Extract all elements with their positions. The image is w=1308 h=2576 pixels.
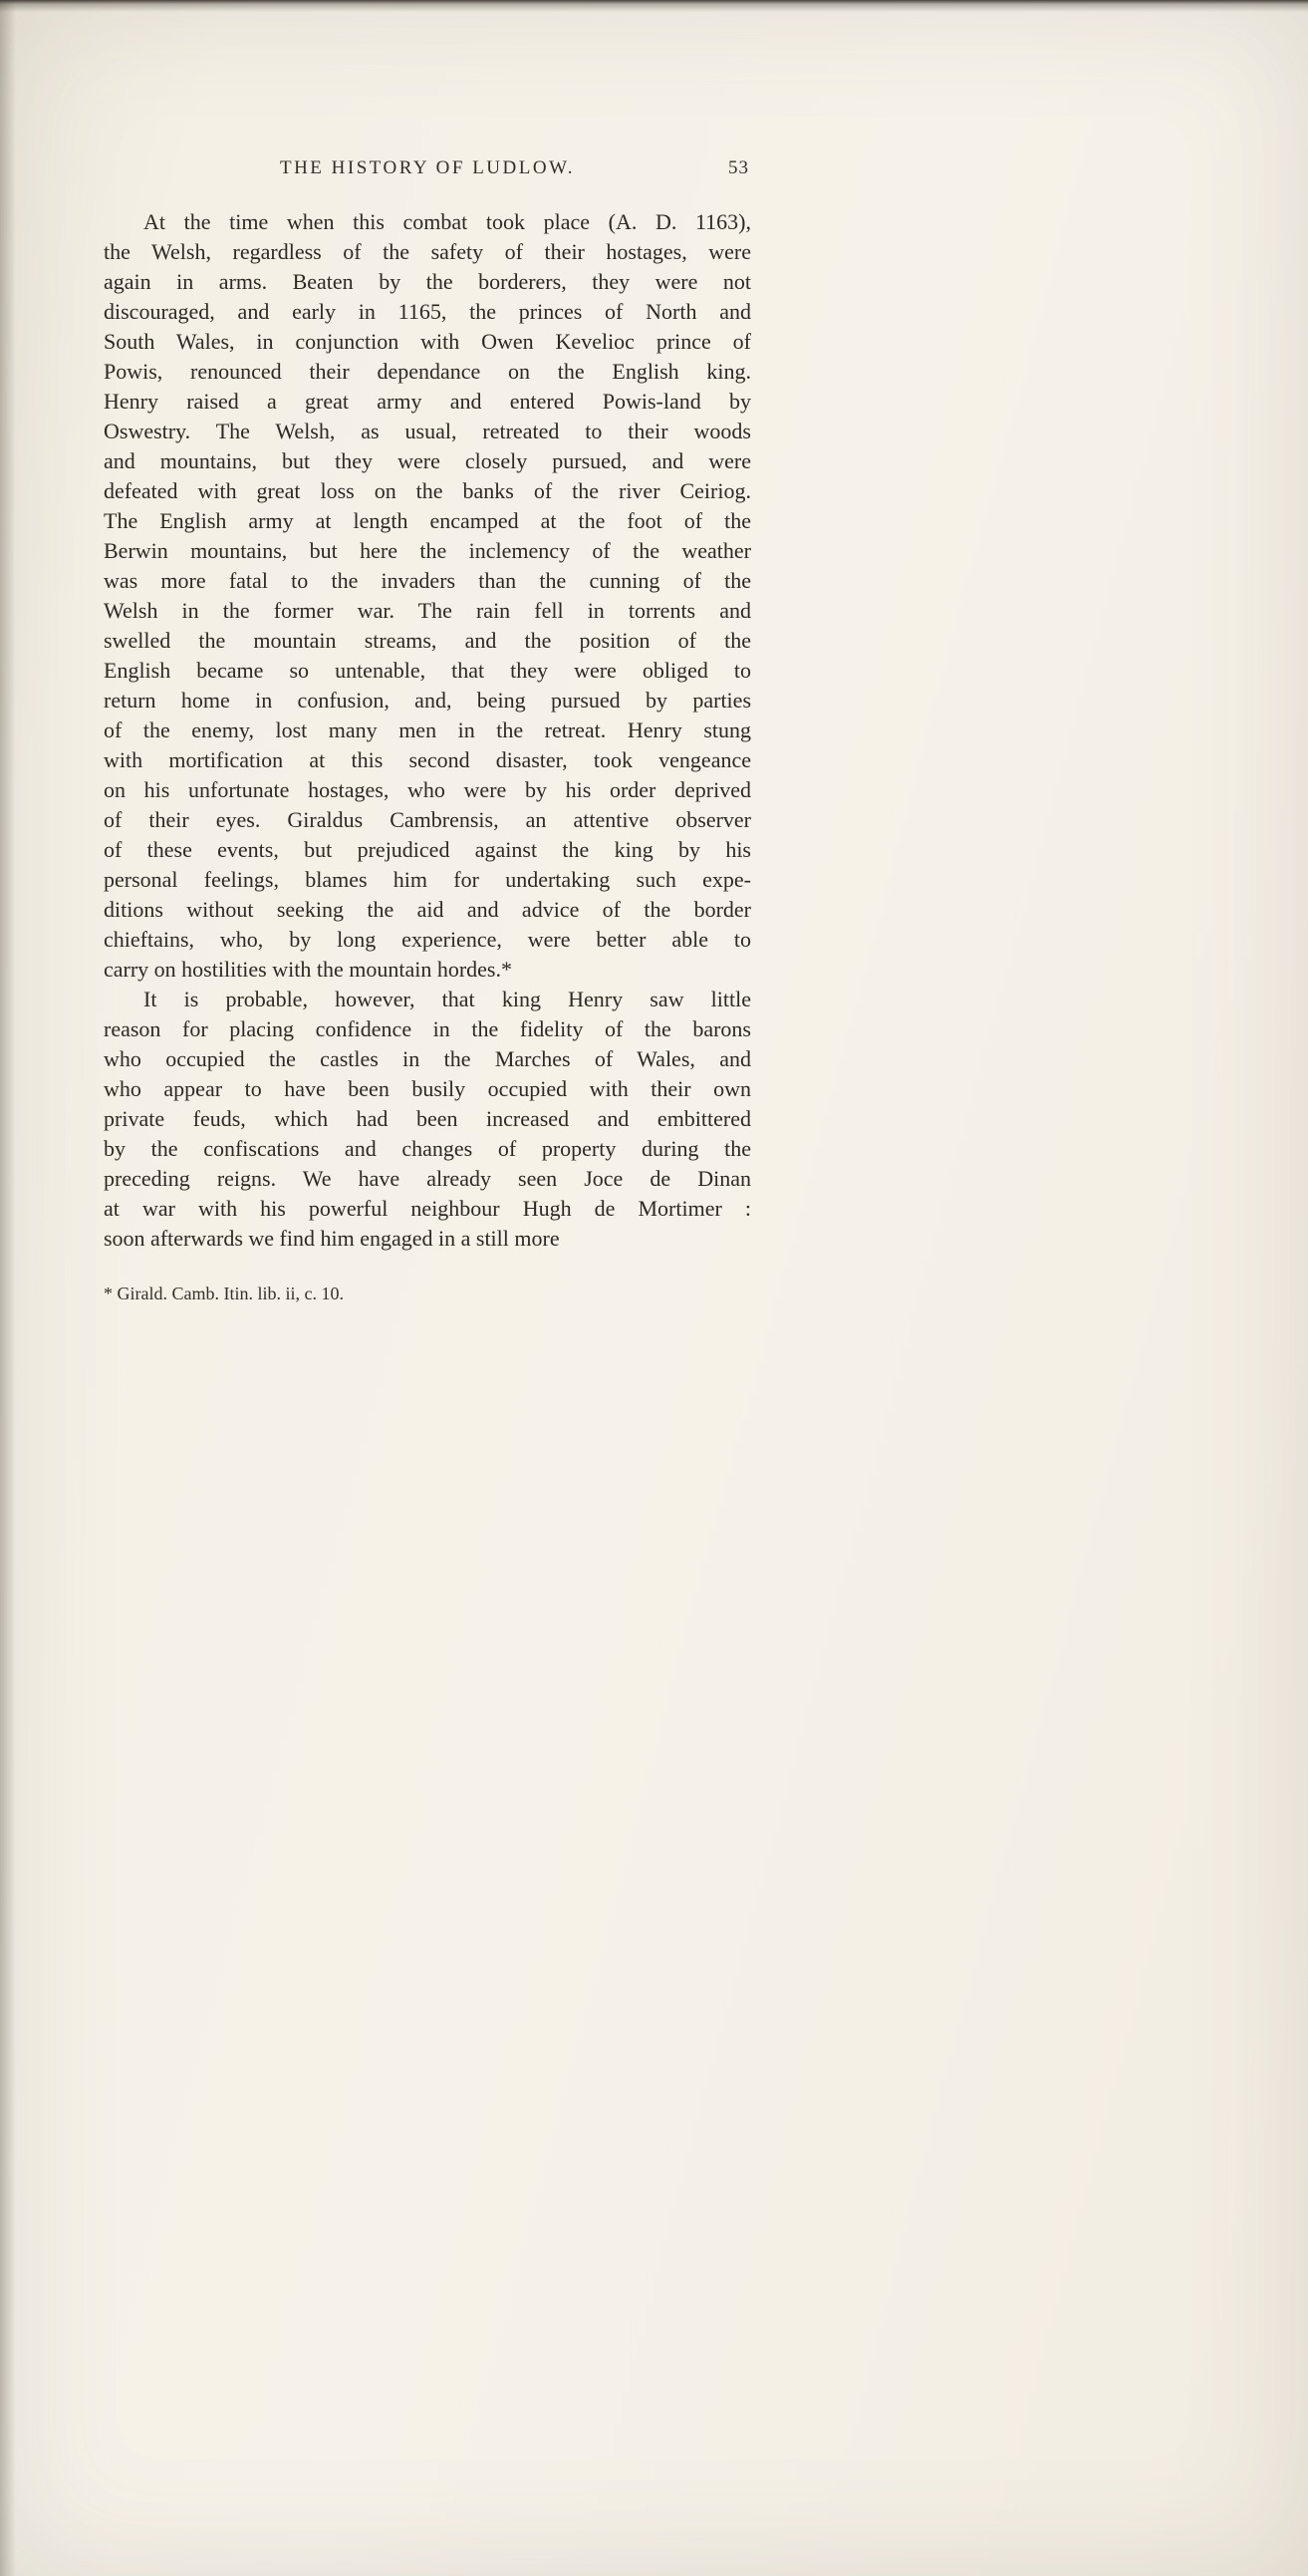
text-line: return home in confusion, and, being pursued by parties (104, 688, 751, 713)
text-line: private feuds, which had been increased and embittered (104, 1106, 751, 1131)
text-line: Oswestry. The Welsh, as usual, retreated to their woods (104, 419, 751, 443)
paragraph-1 (104, 207, 751, 985)
text-line: English became so untenable, that they were obliged to (104, 658, 751, 683)
text-line: of their eyes. Giraldus Cambrensis, an attentive observer (104, 807, 751, 832)
text-line: carry on hostilities with the mountain hordes.* (104, 957, 512, 982)
text-line: Berwin mountains, but here the inclemency of the weather (104, 538, 751, 563)
text-line: It is probable, however, that king Henry saw little (143, 987, 751, 1011)
text-line: Henry raised a great army and entered Powis-land by (104, 389, 751, 414)
text-line: South Wales, in conjunction with Owen Kevelioc prince of (104, 329, 751, 354)
text-line: reason for placing confidence in the fidelity of the barons (104, 1016, 751, 1041)
page-header (104, 157, 751, 187)
text-line: at war with his powerful neighbour Hugh de Mortimer : (104, 1196, 751, 1221)
page-number: 53 (728, 157, 749, 178)
text-block (104, 157, 751, 1304)
footnote: * Girald. Camb. Itin. lib. ii, c. 10. (104, 1284, 344, 1303)
text-line: ditions without seeking the aid and advice of the border (104, 897, 751, 922)
text-line: who appear to have been busily occupied with their own (104, 1076, 751, 1101)
text-line: personal feelings, blames him for undertaking such expe- (104, 867, 751, 892)
text-line: preceding reigns. We have already seen Joce de Dinan (104, 1166, 751, 1191)
text-line: At the time when this combat took place (A. D. 1163), (143, 209, 751, 234)
text-line: Welsh in the former war. The rain fell in torrents and (104, 598, 751, 623)
scan-edge-left (0, 0, 16, 2576)
text-line: on his unfortunate hostages, who were by his order deprived (104, 777, 751, 802)
text-line: swelled the mountain streams, and the position of the (104, 628, 751, 653)
body-text (104, 207, 751, 1254)
text-line: The English army at length encamped at the foot of the (104, 508, 751, 533)
text-line: Powis, renounced their dependance on the English king. (104, 359, 751, 384)
text-line: and mountains, but they were closely pursued, and were (104, 448, 751, 473)
text-line: of the enemy, lost many men in the retreat. Henry stung (104, 717, 751, 742)
text-line: was more fatal to the invaders than the cunning of the (104, 568, 751, 593)
running-title: THE HISTORY OF LUDLOW. (279, 157, 576, 178)
scan-edge-top (0, 0, 1308, 12)
text-line: soon afterwards we find him engaged in a still more (104, 1226, 560, 1251)
text-line: who occupied the castles in the Marches of Wales, and (104, 1046, 751, 1071)
text-line: the Welsh, regardless of the safety of their hostages, were (104, 239, 751, 264)
text-line: again in arms. Beaten by the borderers, they were not (104, 269, 751, 294)
text-line: chieftains, who, by long experience, were better able to (104, 927, 751, 952)
text-line: of these events, but prejudiced against the king by his (104, 837, 751, 862)
text-line: with mortification at this second disaster, took vengeance (104, 747, 751, 772)
text-line: defeated with great loss on the banks of the river Ceiriog. (104, 478, 751, 503)
paragraph-2 (104, 985, 751, 1254)
text-line: by the confiscations and changes of property during the (104, 1136, 751, 1161)
text-line: discouraged, and early in 1165, the princes of North and (104, 299, 751, 324)
